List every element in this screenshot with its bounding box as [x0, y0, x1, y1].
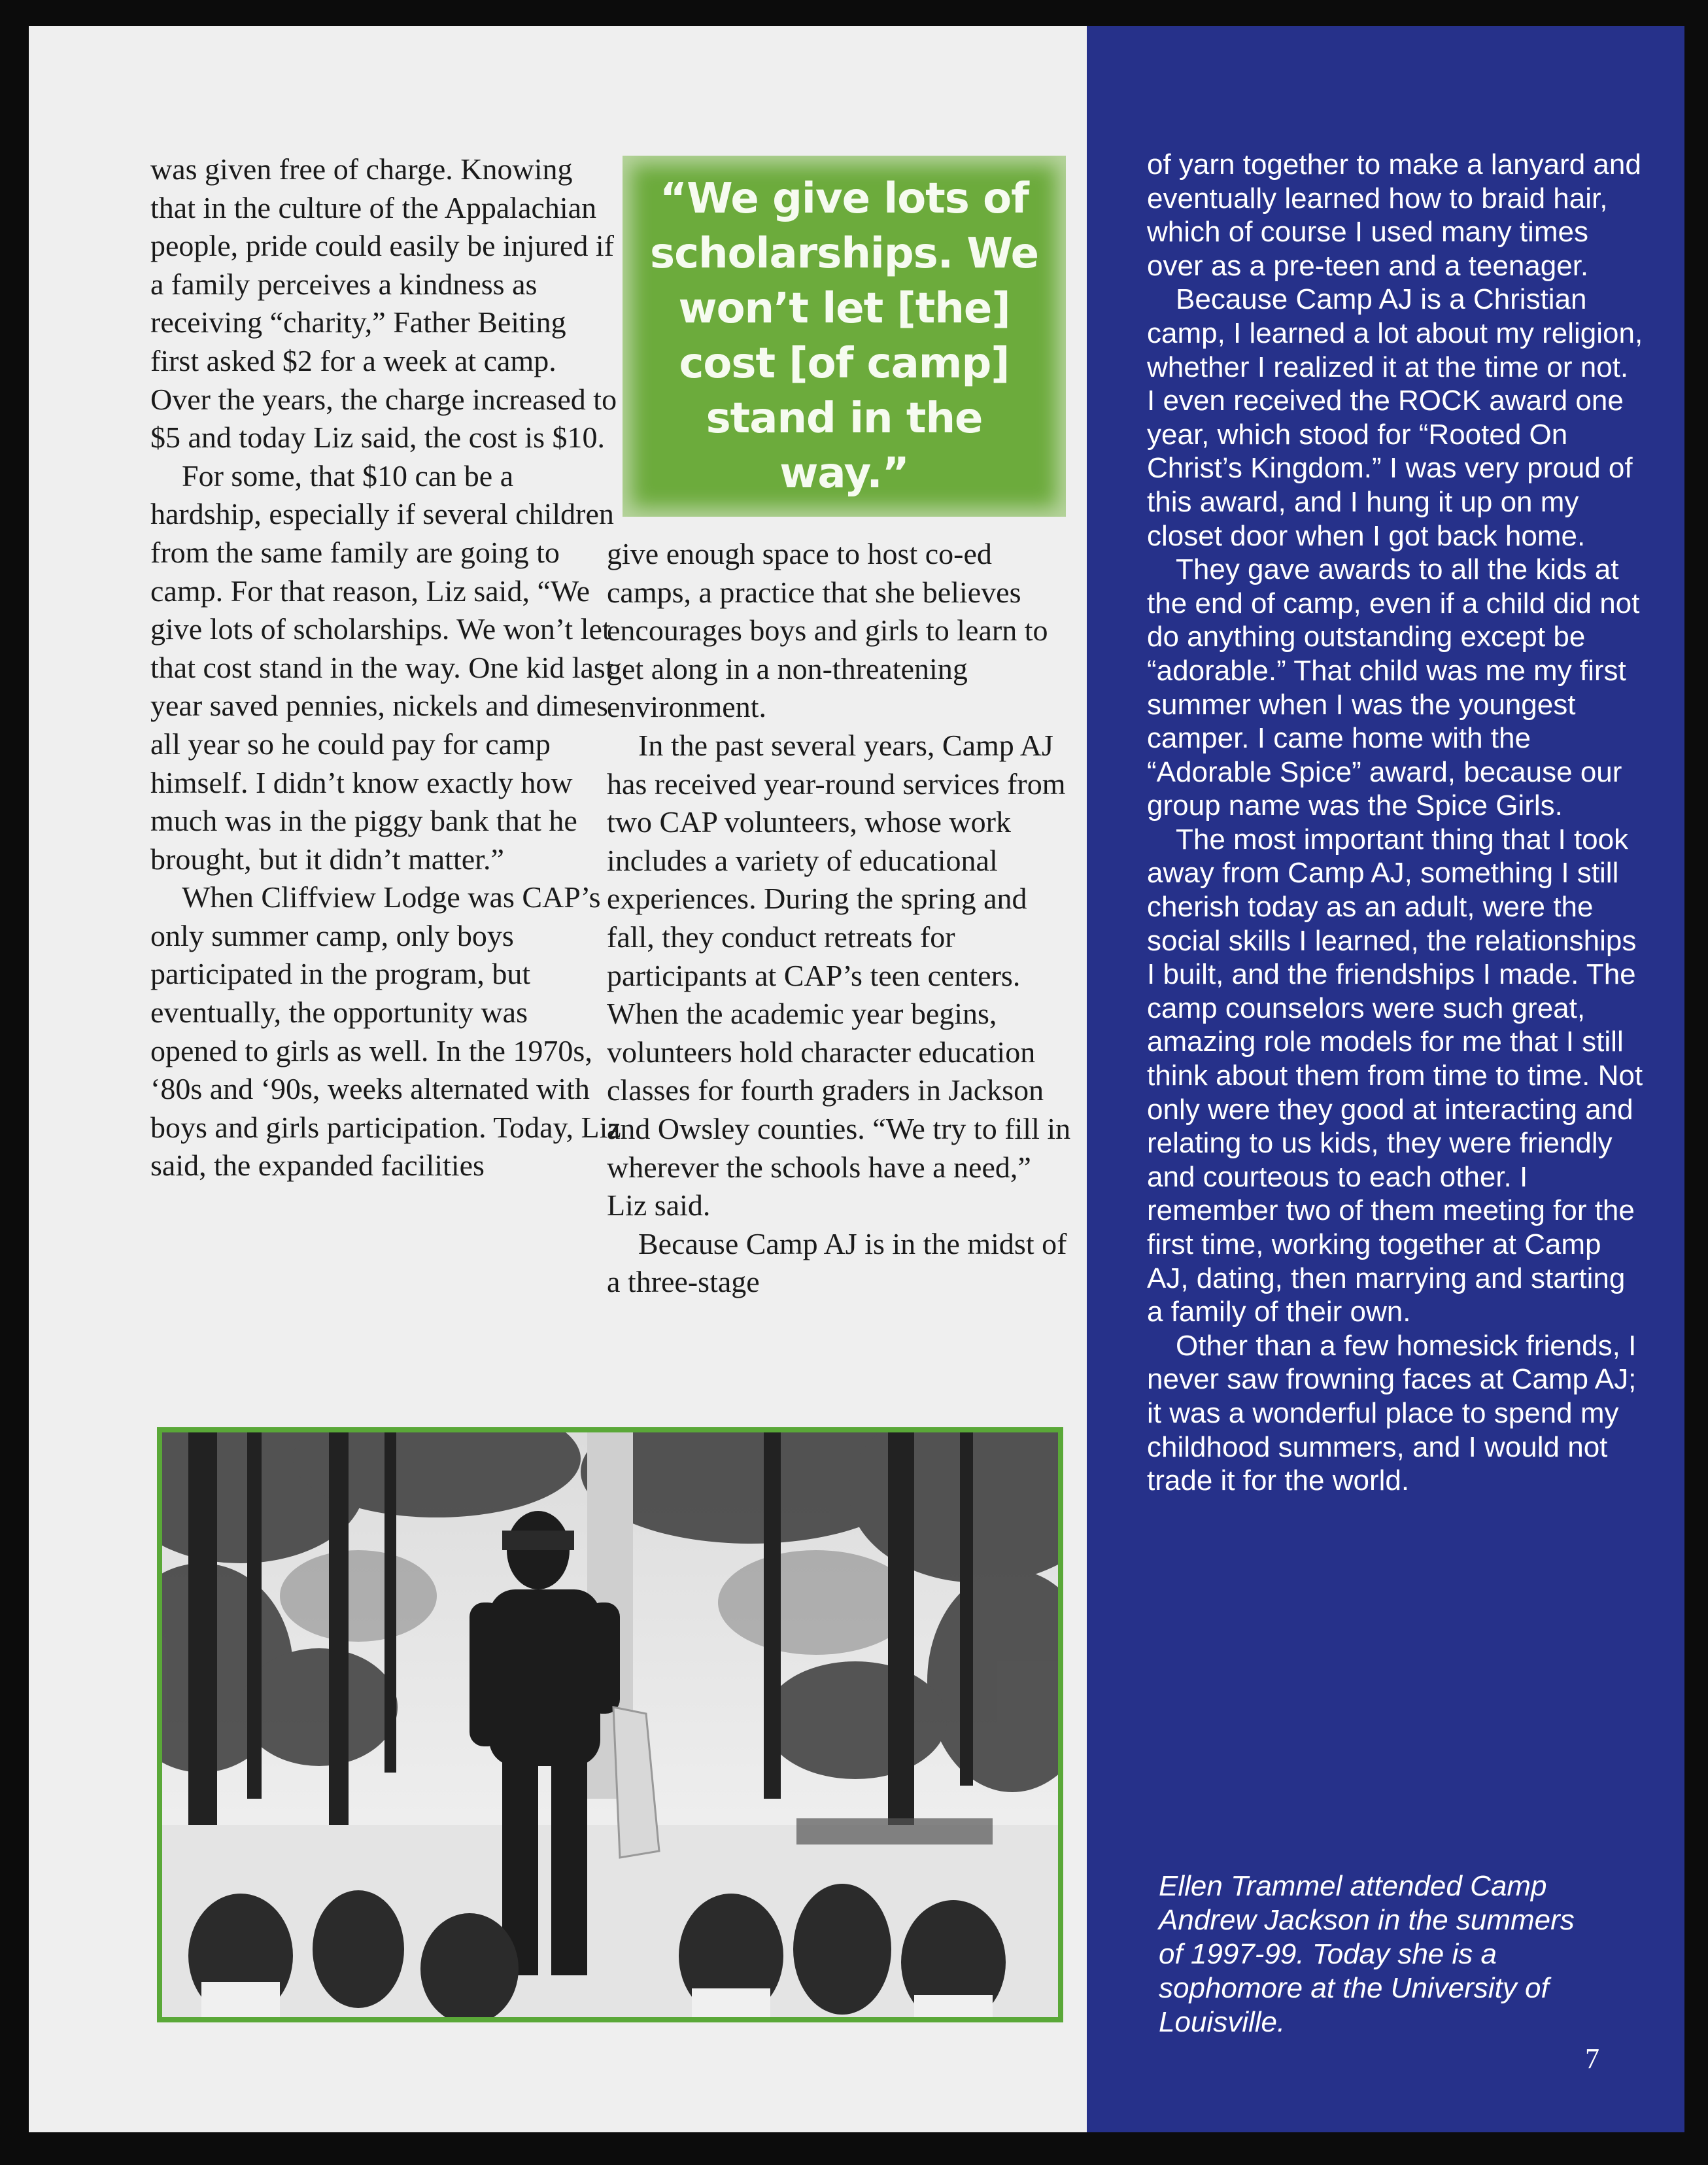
article-column-1 — [150, 150, 621, 1185]
camp-photo — [157, 1427, 1063, 2022]
page-number: 7 — [1585, 2043, 1599, 2075]
paragraph: When Cliffview Lodge was CAP’s only summer camp, only boys participated in the program, but eventually, the opportunity was opened to girls as well. In the 1970s, ‘80s and ‘90s, weeks alternated with boys and girls participation. Today, Liz said, the expanded facilities — [150, 880, 621, 1183]
author-bio: Ellen Trammel attended Camp Andrew Jackson in the summers of 1997-99. Today she is a sophomore at the University of Louisville. — [1159, 1870, 1575, 2038]
camp-photo-illustration — [162, 1432, 1058, 2017]
paragraph: They gave awards to all the kids at the end of camp, even if a child did not do anything outstanding except be “adorable.” That child was me my first summer when I was the youngest camper. I came home with the “Adorable Spice” award, because our group name was the Spice Girls. — [1147, 553, 1640, 822]
paragraph: give enough space to host co-ed camps, a practice that she believes encourages boys and girls to learn to get along in a non-threatening environment. — [607, 537, 1048, 724]
article-column-2 — [607, 535, 1078, 1302]
paragraph: was given free of charge. Knowing that in the culture of the Appalachian people, pride could easily be injured if a family perceives a kindness as receiving “charity,” Father Beiting first asked $2 for a week at camp. Over the years, the charge increased to $5 and today Liz said, the cost is $10. — [150, 152, 617, 455]
paragraph: Because Camp AJ is a Christian camp, I learned a lot about my religion, whether I realized it at the time or not. I even received the ROCK award one year, which stood for “Rooted On Christ’s Kingdom.” I was very proud of this award, and I hung it up on my closet door when I got back home. — [1147, 283, 1643, 552]
paragraph: For some, that $10 can be a hardship, especially if several children from the same family are going to camp. For that reason, Liz said, “We give lots of scholarships. We won’t let that cost stand in the way. One kid last year saved pennies, nickels and dimes all year so he could pay for camp himself. I didn’t know exactly how much was in the piggy bank that he brought, but it didn’t matter.” — [150, 459, 614, 876]
pull-quote-box — [623, 156, 1066, 517]
paragraph: In the past several years, Camp AJ has received year-round services from two CAP volunteers, whose work includes a variety of educational experiences. During the spring and fall, they conduct retreats for participants at CAP’s teen centers. When the academic year begins, volunteers hold character education classes for fourth graders in Jackson and Owsley counties. “We try to fill in wherever the schools have a need,” Liz said. — [607, 728, 1071, 1222]
sidebar-essay — [1147, 148, 1644, 1498]
paragraph: of yarn together to make a lanyard and eventually learned how to braid hair, which of course I used many times over as a pre-teen and a teenager. — [1147, 148, 1641, 282]
magazine-page — [29, 26, 1684, 2132]
paragraph: The most important thing that I took away from Camp AJ, something I still cherish today as an adult, were the social skills I learned, the relationships I built, and the friendships I made. The camp counselors were such great, amazing role models for me that I still think about them from time to time. Not only were they good at interacting and relating to us kids, they were friendly and courteous to each other. I remember two of them meeting for the first time, working together at Camp AJ, dating, then marrying and starting a family of their own. — [1147, 823, 1643, 1328]
paragraph: Because Camp AJ is in the midst of a three-stage — [607, 1226, 1067, 1299]
pull-quote-text: “We give lots of scholarships. We won’t let [the] cost [of camp] stand in the way.” — [649, 175, 1039, 498]
paragraph: Other than a few homesick friends, I never saw frowning faces at Camp AJ; it was a wonderful place to spend my childhood summers, and I would not trade it for the world. — [1147, 1329, 1637, 1497]
